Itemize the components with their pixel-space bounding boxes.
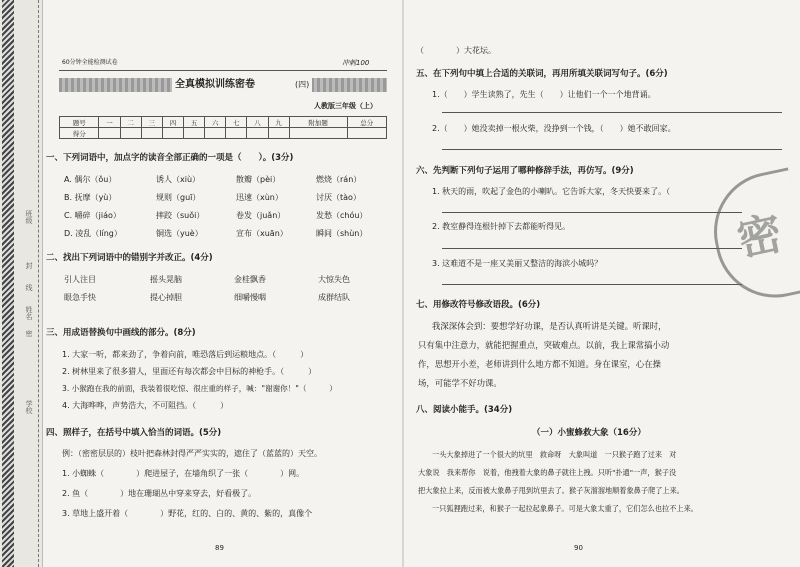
q3-item-1: 1. 大家一听，都来劲了，争着向前，唯恐落后到运粮地点。（ ） — [62, 350, 309, 359]
score-input[interactable] — [99, 128, 120, 139]
q2-word: 细嚼慢咽 — [234, 293, 266, 302]
page-fold — [402, 0, 404, 567]
q2-heading: 二、找出下列词语中的错别字并改正。(4分) — [46, 253, 213, 263]
page-number-left: 89 — [215, 544, 224, 552]
exam-title: 全真模拟训练密卷 (四) — [172, 78, 312, 92]
q3-item-4: 4. 大海哗哗，声势浩大，不可阻挡。（ ） — [62, 401, 229, 410]
score-input[interactable] — [162, 128, 183, 139]
q4-item-2: 2. 鱼（ ）地在珊瑚丛中穿来穿去，好看极了。 — [62, 489, 257, 498]
score-cell: 题号 — [60, 117, 99, 128]
q7-heading: 七、用修改符号修改语段。(6分) — [416, 300, 541, 310]
score-cell: 九 — [268, 117, 289, 128]
score-cell: 二 — [120, 117, 141, 128]
binding-band — [2, 0, 14, 567]
score-input[interactable] — [205, 128, 226, 139]
score-input[interactable] — [247, 128, 268, 139]
q6-answer-line-3[interactable] — [442, 284, 742, 285]
q5-answer-line-1[interactable] — [442, 112, 782, 113]
score-input[interactable] — [347, 128, 387, 139]
q5-answer-line-2[interactable] — [442, 149, 782, 150]
q6-answer-line-1[interactable] — [442, 212, 742, 213]
left-page — [46, 0, 400, 567]
q5-item-2: 2.（ ）她没卖掉一根火柴，没挣到一个钱，（ ）她不敢回家。 — [432, 124, 676, 133]
q2-word: 眼急手快 — [64, 293, 96, 302]
q1-c1: C. 嚼碎（jiáo） — [64, 211, 121, 220]
q2-word: 引人注目 — [64, 275, 96, 284]
q2-word: 大惊失色 — [318, 275, 350, 284]
q1-b4: 讨厌（tào） — [316, 193, 361, 202]
q4-heading: 四、照样子，在括号中填入恰当的词语。(5分) — [46, 428, 222, 438]
q4-item-1: 1. 小蜘蛛（ ）爬进屋子，在墙角织了一张（ ）网。 — [62, 469, 305, 478]
header-rule — [59, 70, 387, 71]
q5-heading: 五、在下列句中填上合适的关联词，再用所填关联词写句子。(6分) — [416, 69, 668, 79]
title-bar — [59, 78, 387, 92]
page-number-right: 90 — [574, 544, 583, 552]
score-cell: 一 — [99, 117, 120, 128]
score-table — [59, 116, 387, 139]
q1-a1: A. 偶尔（ǒu） — [64, 175, 117, 184]
score-header-row — [60, 117, 387, 128]
q1-c2: 摔跤（suǒi） — [156, 211, 205, 220]
score-cell: 总分 — [347, 117, 387, 128]
q1-a4: 燃烧（rán） — [316, 175, 362, 184]
q1-d3: 宣布（xuān） — [236, 229, 288, 238]
margin-label-name: 姓名 — [25, 306, 33, 320]
q1-b1: B. 抚摩（yù） — [64, 193, 117, 202]
score-input[interactable] — [226, 128, 247, 139]
q8-heading: 八、阅读小能手。(34分) — [416, 405, 513, 415]
margin-label-line: 线 — [25, 284, 33, 291]
margin-label-class: 班级 — [25, 210, 33, 224]
q1-a2: 诱人（xiù） — [156, 175, 201, 184]
score-cell: 三 — [141, 117, 162, 128]
score-cell: 五 — [184, 117, 205, 128]
q1-c3: 卷发（juǎn） — [236, 211, 286, 220]
q8-line-1: 一头大象掉进了一个很大的坑里 救命呀 大象叫道 一只猴子跑了过来 对 — [432, 450, 677, 459]
score-value-row — [60, 128, 387, 139]
q2-word: 提心掉胆 — [150, 293, 182, 302]
score-input[interactable] — [268, 128, 289, 139]
q1-c4: 发愁（chóu） — [316, 211, 368, 220]
score-input[interactable] — [184, 128, 205, 139]
q3-heading: 三、用成语替换句中画线的部分。(8分) — [46, 328, 196, 338]
q5-item-1: 1.（ ）学生读熟了，先生（ ）让他们一个一个地背诵。 — [432, 90, 656, 99]
score-input[interactable] — [289, 128, 347, 139]
header-score: 冲刺100 — [342, 59, 370, 67]
header-small-text: 60分钟全能检测试卷 — [62, 59, 118, 66]
q6-item-3: 3. 这难道不是一座又美丽又整洁的海滨小城吗？ — [432, 259, 603, 268]
q7-line-4: 场，可能学不好功课。 — [418, 378, 502, 388]
q4-example: 例：（密密层层的）枝叶把森林封得严严实实的，遮住了（蓝蓝的）天空。 — [62, 449, 322, 458]
q1-b3: 迅速（xùn） — [236, 193, 283, 202]
score-cell: 得分 — [60, 128, 99, 139]
score-cell: 四 — [162, 117, 183, 128]
binding-strip — [0, 0, 43, 567]
q8-line-4: 一只狐狸跑过来，和猴子一起拉起象鼻子。可是大象太重了，它们怎么也拉不上来。 — [432, 504, 698, 513]
cut-line — [38, 0, 39, 567]
q1-a3: 散瓣（pèi） — [236, 175, 281, 184]
score-cell: 六 — [205, 117, 226, 128]
grade-label: 人教版三年级（上） — [314, 102, 377, 110]
margin-label-seal: 封 — [25, 262, 33, 269]
q4-item-3: 3. 草地上盛开着（ ）野花，红的、白的、黄的、紫的，真像个 — [62, 509, 313, 518]
q1-d1: D. 凌乱（líng） — [64, 229, 122, 238]
score-cell: 七 — [226, 117, 247, 128]
margin-label-secret: 密 — [25, 330, 33, 337]
q1-heading: 一、下列词语中，加点字的读音全部正确的一项是（ ）。(3分) — [46, 153, 294, 163]
q1-d2: 铜选（yuè） — [156, 229, 203, 238]
q6-heading: 六、先判断下列句子运用了哪种修辞手法，再仿写。(9分) — [416, 166, 634, 176]
q3-item-3: 3. 小猴跑在我的前面，我装着很吃惊、很庄重的样子，喊："谢谢你！"（ ） — [62, 384, 337, 393]
q6-item-2: 2. 教室静得连根针掉下去都能听得见。 — [432, 222, 571, 231]
q2-word: 金桂飘香 — [234, 275, 266, 284]
q7-line-3: 作，思想开小差，老师讲到什么地方都不知道。身在课室，心在操 — [418, 359, 661, 369]
score-input[interactable] — [120, 128, 141, 139]
q7-line-2: 只有集中注意力，就能把握重点，突破难点。以前，我上课常搞小动 — [418, 340, 670, 350]
q4-continuation: （ ）大花坛。 — [416, 46, 496, 55]
q2-word: 摇头晃脑 — [150, 275, 182, 284]
secret-stamp: 密 — [703, 167, 800, 308]
score-cell: 附加题 — [289, 117, 347, 128]
q1-b2: 规则（guī） — [156, 193, 201, 202]
q1-d4: 瞬间（shùn） — [316, 229, 368, 238]
score-cell: 八 — [247, 117, 268, 128]
q8-line-3: 把大象拉上来，反而被大象鼻子甩到坑里去了。猴子灰溜溜地顺着象鼻子爬了上来。 — [418, 486, 684, 495]
q7-line-1: 我深深体会到：要想学好功课，是否认真听讲是关键。听课时， — [432, 321, 667, 331]
q6-item-1: 1. 秋天的雨，吹起了金色的小喇叭。它告诉大家，冬天快要来了。（ — [432, 187, 671, 196]
q8-line-2: 大象说 我来帮你 说着，他拽着大象的鼻子就往上拽。只听"扑通"一声，猴子没 — [418, 468, 677, 477]
q8-subtitle: （一）小蜜蜂救大象（16分） — [532, 428, 646, 438]
q3-item-2: 2. 树林里来了很多猎人，里面还有每次都会中目标的神枪手。（ ） — [62, 367, 317, 376]
q6-answer-line-2[interactable] — [442, 248, 742, 249]
score-input[interactable] — [141, 128, 162, 139]
q2-word: 成群结队 — [318, 293, 350, 302]
margin-label-school: 学校 — [25, 400, 33, 414]
